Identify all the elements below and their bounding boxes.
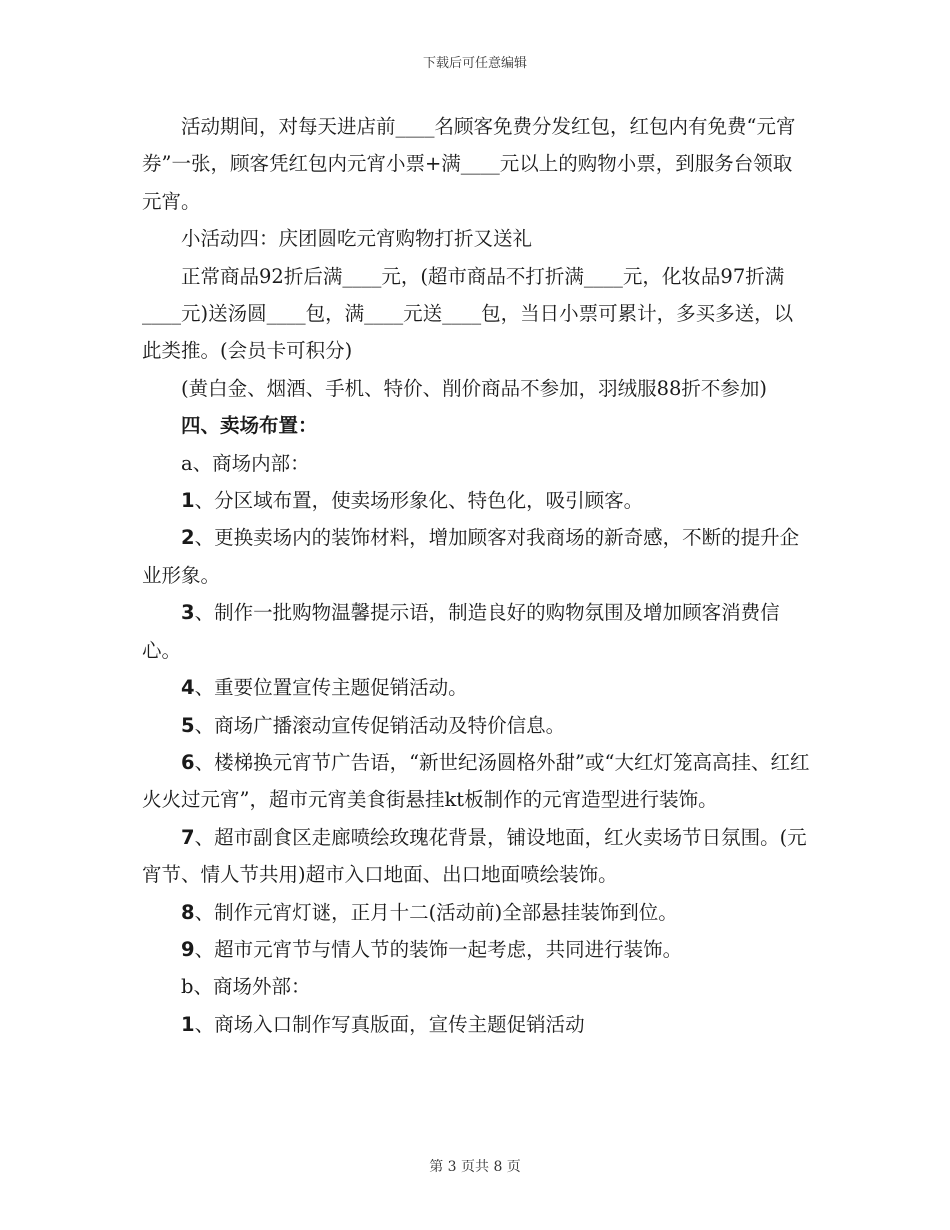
list-item-number: 1 [181,1012,195,1036]
page-header: 下载后可任意编辑 [422,56,527,71]
paragraph-discount-rules: 正常商品92折后满____元，(超市商品不打折满____元，化妆品97折满____元)送汤圆____包，满____元送____包，当日小票可累计，多买多送，以此类推。(会员卡可积分) [142,264,794,363]
list-item-text: 、重要位置宣传主题促销活动。 [194,676,468,700]
list-item [142,819,810,894]
list-item-number: 8 [181,900,195,924]
list-item-text: 、分区域布置，使卖场形象化、特色化，吸引顾客。 [194,489,644,513]
list-item [142,894,810,931]
document-body [142,108,810,1043]
paragraph-activity-four-title: 小活动四：庆团圆吃元宵购物打折又送礼 [181,227,533,251]
list-item-number: 2 [181,526,195,550]
list-item [142,669,810,706]
list-item [142,931,810,968]
section-heading-store-layout: 四、卖场布置： [181,414,318,438]
list-item [142,594,810,669]
list-item-text: 、制作元宵灯谜，正月十二(活动前)全部悬挂装饰到位。 [194,900,678,924]
list-item-number: 5 [181,713,195,737]
list-item-text: 、商场入口制作写真版面，宣传主题促销活动 [194,1012,585,1036]
paragraph-exclusions: (黄白金、烟酒、手机、特价、削价商品不参加，羽绒服88折不参加) [181,376,768,400]
list-item [142,707,810,744]
list-item [142,744,810,819]
list-item-number: 4 [181,676,195,700]
subsection-exterior: b、商场外部： [181,975,311,999]
list-item-text: 、楼梯换元宵节广告语，“新世纪汤圆格外甜”或“大红灯笼高高挂、红红火火过元宵”，超市元宵美食街悬挂kt板制作的元宵造型进行装饰。 [142,750,810,812]
list-item-text: 、超市副食区走廊喷绘玫瑰花背景，铺设地面，红火卖场节日氛围。(元宵节、情人节共用)超市入口地面、出口地面喷绘装饰。 [142,825,807,887]
list-item [142,519,810,594]
list-item-number: 6 [181,750,195,774]
list-item-text: 、制作一批购物温馨提示语，制造良好的购物氛围及增加顾客消费信心。 [142,601,780,662]
list-item [142,1006,810,1043]
list-item-number: 7 [181,825,195,849]
list-item-number: 9 [181,937,195,961]
list-item-number: 3 [181,601,195,625]
subsection-interior: a、商场内部： [181,451,310,475]
list-item-text: 、超市元宵节与情人节的装饰一起考虑，共同进行装饰。 [194,937,683,961]
list-item-number: 1 [181,489,195,513]
list-item-text: 、商场广播滚动宣传促销活动及特价信息。 [194,713,566,737]
list-item [142,482,810,519]
list-item-text: 、更换卖场内的装饰材料，增加顾客对我商场的新奇感，不断的提升企业形象。 [142,526,800,587]
page-footer: 第 3 页共 8 页 [429,1159,521,1175]
paragraph-red-envelope: 活动期间，对每天进店前____名顾客免费分发红包，红包内有免费“元宵券”一张，顾客凭红包内元宵小票+满____元以上的购物小票，到服务台领取元宵。 [142,115,796,213]
